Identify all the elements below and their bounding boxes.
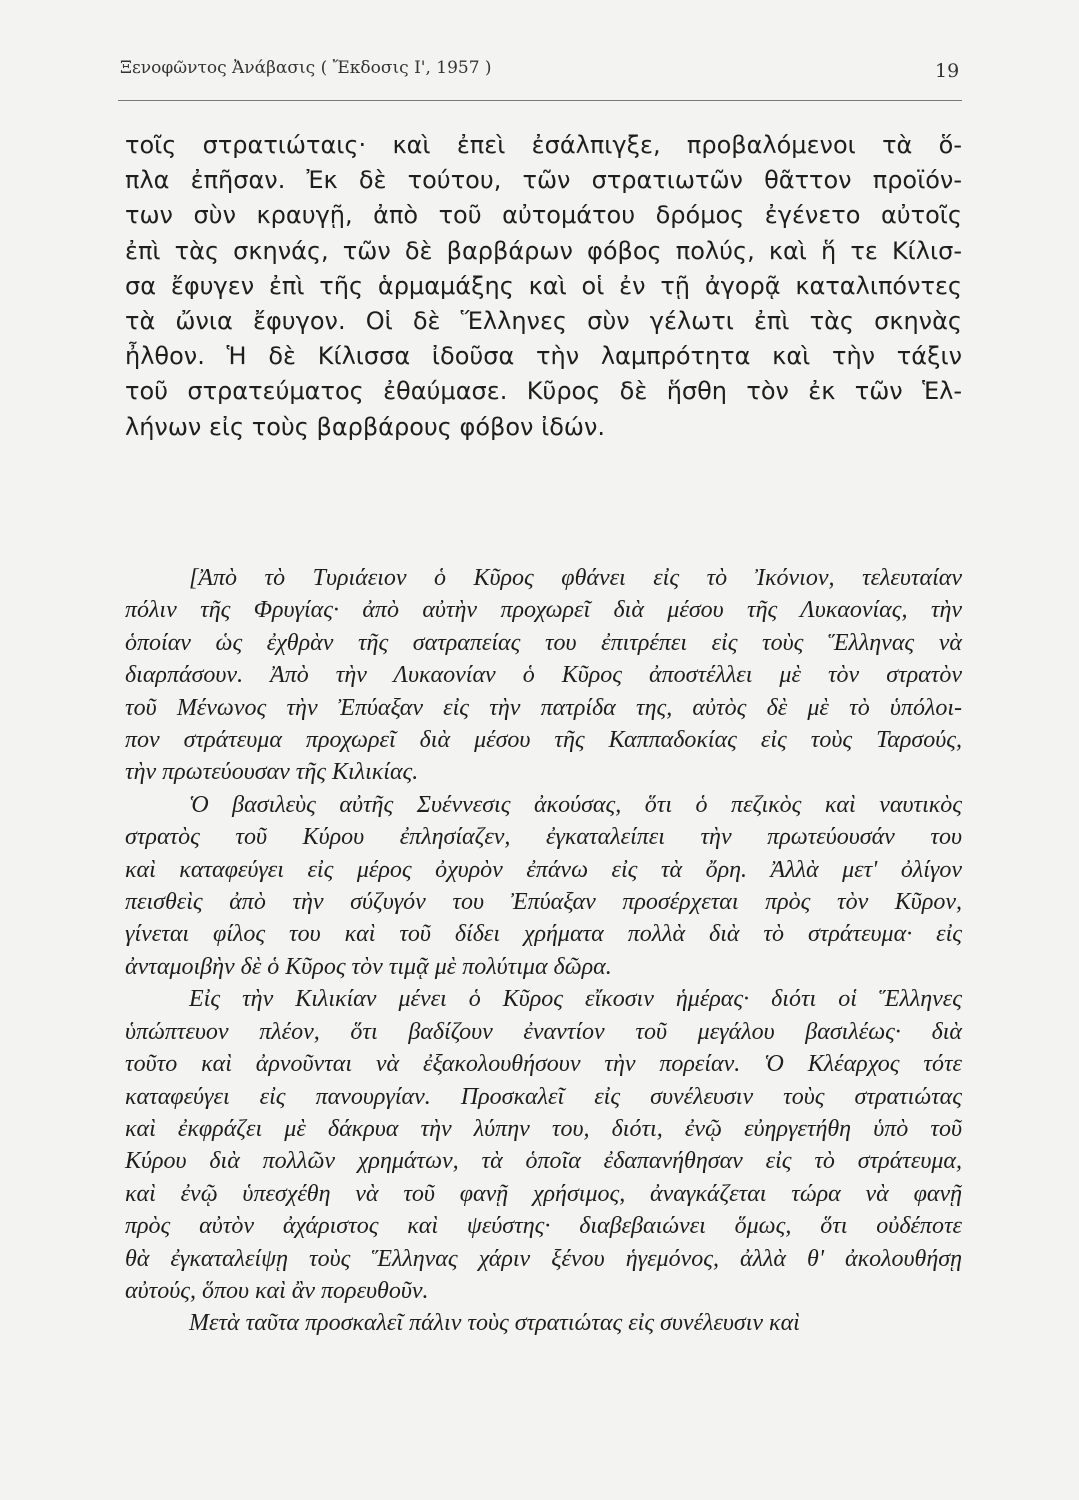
summary-line: πόλιν τῆς Φρυγίας· ἀπὸ αὐτὴν προχωρεῖ διὰ μέσου τῆς Λυκαονίας, τὴν xyxy=(125,597,962,624)
summary-line: Κύρου διὰ πολλῶν χρημάτων, τὰ ὁποῖα ἐδαπανήθησαν εἰς τὸ στράτευμα, xyxy=(125,1148,962,1175)
summary-line: Εἰς τὴν Κιλικίαν μένει ὁ Κῦρος εἴκοσιν ἡμέρας· διότι οἱ Ἕλληνες xyxy=(189,986,962,1013)
summary-line: καταφεύγει εἰς πανουργίαν. Προσκαλεῖ εἰς συνέλευσιν τοὺς στρατιώτας xyxy=(125,1083,962,1110)
text-line: ἦλθον. Ἡ δὲ Κίλισσα ἰδοῦσα τὴν λαμπρότητα καὶ τὴν τάξιν xyxy=(125,342,962,371)
summary-line: πον στράτευμα προχωρεῖ διὰ μέσου τῆς Καππαδοκίας εἰς τοὺς Ταρσούς, xyxy=(125,727,962,754)
summary-line: πρὸς αὐτὸν ἀχάριστος καὶ ψεύστης· διαβεβαιώνει ὅμως, ὅτι οὐδέποτε xyxy=(125,1213,962,1240)
summary-line: Μετὰ ταῦτα προσκαλεῖ πάλιν τοὺς στρατιώτας εἰς συνέλευσιν καὶ xyxy=(189,1310,800,1337)
text-line: πλα ἐπῆσαν. Ἐκ δὲ τούτου, τῶν στρατιωτῶν θᾶττον προϊόν- xyxy=(125,166,962,195)
summary-line: καὶ καταφεύγει εἰς μέρος ὀχυρὸν ἐπάνω εἰς τὰ ὄρη. Ἀλλὰ μετ' ὀλίγον xyxy=(125,856,962,883)
summary-line: τοῦ Μένωνος τὴν Ἐπύαξαν εἰς τὴν πατρίδα της, αὐτὸς δὲ μὲ τὸ ὑπόλοι- xyxy=(125,694,962,721)
modern-summary-block xyxy=(125,562,962,1340)
text-line: ἐπὶ τὰς σκηνάς, τῶν δὲ βαρβάρων φόβος πολύς, καὶ ἥ τε Κίλισ- xyxy=(125,236,962,265)
summary-line: τὴν πρωτεύουσαν τῆς Κιλικίας. xyxy=(125,759,419,786)
summary-line: τοῦτο καὶ ἀρνοῦνται νὰ ἐξακολουθήσουν τὴν πορείαν. Ὁ Κλέαρχος τότε xyxy=(125,1051,962,1078)
summary-line: θὰ ἐγκαταλείψῃ τοὺς Ἕλληνας χάριν ξένου ἡγεμόνος, ἀλλὰ θ' ἀκολουθήσῃ xyxy=(125,1245,962,1272)
summary-line: καὶ ἐκφράζει μὲ δάκρυα τὴν λύπην του, διότι, ἐνῷ εὐηργετήθη ὑπὸ τοῦ xyxy=(125,1115,962,1142)
summary-line: Ὁ βασιλεὺς αὐτῆς Συέννεσις ἀκούσας, ὅτι ὁ πεζικὸς καὶ ναυτικὸς xyxy=(189,791,962,818)
greek-text-block xyxy=(125,128,962,445)
summary-line: ὁποίαν ὡς ἐχθρὰν τῆς σατραπείας του ἐπιτρέπει εἰς τοὺς Ἕλληνας νὰ xyxy=(125,629,962,656)
summary-line: γίνεται φίλος του καὶ τοῦ δίδει χρήματα πολλὰ διὰ τὸ στράτευμα· εἰς xyxy=(125,921,962,948)
text-line: τοῖς στρατιώταις· καὶ ἐπεὶ ἐσάλπιγξε, προβαλόμενοι τὰ ὅ- xyxy=(125,131,962,159)
running-header: Ξενοφῶντος Ἀνάβασις ( Ἔκδοσις Ι', 1957 ) xyxy=(120,58,492,78)
text-line: τοῦ στρατεύματος ἐθαύμασε. Κῦρος δὲ ἥσθη τὸν ἐκ τῶν Ἑλ- xyxy=(125,377,962,406)
text-line: λήνων εἰς τοὺς βαρβάρους φόβον ἰδών. xyxy=(125,412,606,441)
summary-line: αὐτούς, ὅπου καὶ ἂν πορευθοῦν. xyxy=(125,1277,429,1304)
page-number: 19 xyxy=(935,60,960,82)
summary-line: διαρπάσουν. Ἀπὸ τὴν Λυκαονίαν ὁ Κῦρος ἀποστέλλει μὲ τὸν στρατὸν xyxy=(125,662,962,689)
summary-line: στρατὸς τοῦ Κύρου ἐπλησίαζεν, ἐγκαταλείπει τὴν πρωτεύουσάν του xyxy=(125,824,962,851)
text-line: σα ἔφυγεν ἐπὶ τῆς ἁρμαμάξης καὶ οἱ ἐν τῇ ἀγορᾷ καταλιπόντες xyxy=(125,271,962,300)
text-line: τὰ ὤνια ἔφυγον. Οἱ δὲ Ἕλληνες σὺν γέλωτι ἐπὶ τὰς σκηνὰς xyxy=(125,307,962,336)
summary-line: ἀνταμοιβὴν δὲ ὁ Κῦρος τὸν τιμᾷ μὲ πολύτιμα δῶρα. xyxy=(125,953,612,980)
summary-line: [Ἀπὸ τὸ Τυριάειον ὁ Κῦρος φθάνει εἰς τὸ Ἰκόνιον, τελευταίαν xyxy=(189,565,962,591)
summary-line: ὑπώπτευον πλέον, ὅτι βαδίζουν ἐναντίον τοῦ μεγάλου βασιλέως· διὰ xyxy=(125,1018,962,1045)
summary-line: πεισθεὶς ἀπὸ τὴν σύζυγόν του Ἐπύαξαν προσέρχεται πρὸς τὸν Κῦρον, xyxy=(125,889,962,916)
header-rule xyxy=(118,100,962,101)
text-line: των σὺν κραυγῇ, ἀπὸ τοῦ αὐτομάτου δρόμος ἐγένετο αὐτοῖς xyxy=(125,201,962,230)
summary-line: καὶ ἐνῷ ὑπεσχέθη νὰ τοῦ φανῇ χρήσιμος, ἀναγκάζεται τώρα νὰ φανῇ xyxy=(125,1180,962,1207)
